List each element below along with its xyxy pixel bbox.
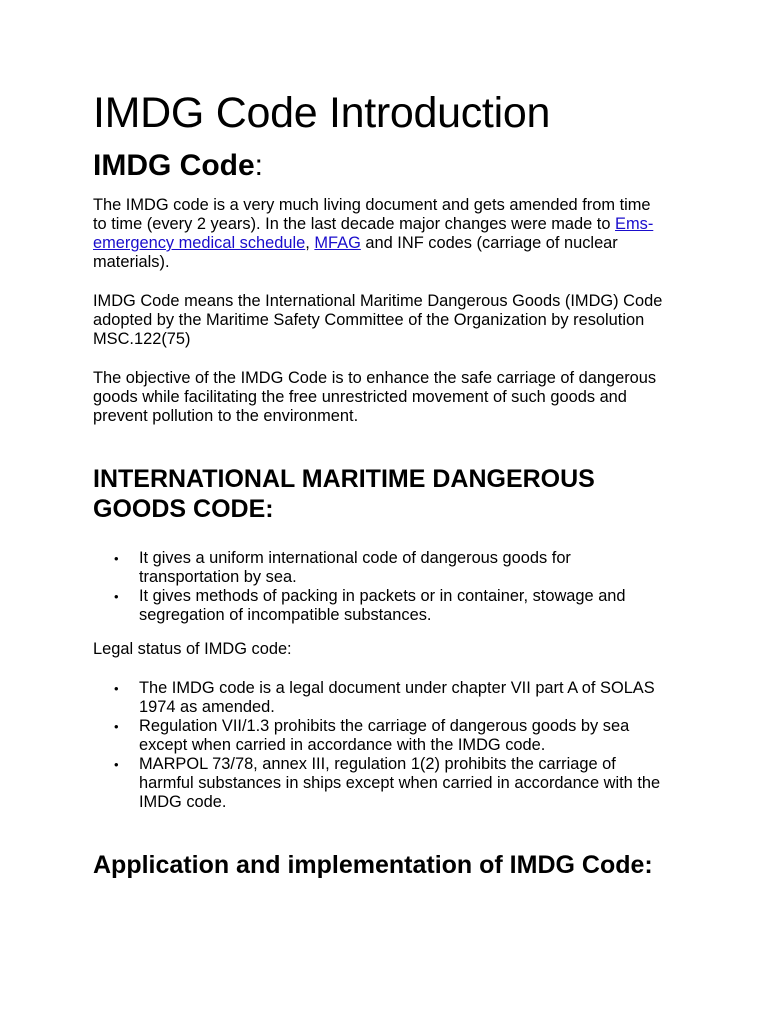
spacer — [93, 524, 668, 549]
list-item-text: Regulation VII/1.3 prohibits the carriage of dangerous goods by sea except when carried in accordance with the IMDG code. — [139, 717, 630, 754]
paragraph-objective: The objective of the IMDG Code is to enhance the safe carriage of dangerous goods while facilitating the free unrestricted movement of such goods and prevent pollution to the environment. — [93, 369, 657, 425]
spacer — [93, 812, 668, 850]
ems-link[interactable]: Ems-emergency medical schedule — [93, 215, 654, 252]
paragraph-text: , — [305, 234, 315, 252]
list-item — [93, 755, 668, 812]
spacer — [93, 349, 668, 369]
list-item-text: It gives a uniform international code of dangerous goods for transportation by sea. — [139, 549, 571, 586]
code-features-list — [93, 549, 668, 625]
paragraph-text: The IMDG code is a very much living document and gets amended from time to time (every 2 years). In the last decade major changes were made to — [93, 196, 651, 233]
bullet-icon: • — [114, 757, 119, 772]
list-item — [93, 549, 668, 587]
legal-status-label: Legal status of IMDG code: — [93, 640, 292, 658]
section-heading-international-code: INTERNATIONAL MARITIME DANGEROUS GOODS CODE: — [93, 465, 595, 523]
list-item — [93, 717, 668, 755]
bullet-icon: • — [114, 589, 119, 604]
legal-status-list — [93, 679, 668, 812]
paragraph-living-document — [93, 196, 668, 272]
bullet-icon: • — [114, 719, 119, 734]
bullet-icon: • — [114, 551, 119, 566]
paragraph-definition: IMDG Code means the International Maritime Dangerous Goods (IMDG) Code adopted by the Maritime Safety Committee of the Organization by resolution MSC.122(75) — [93, 292, 663, 348]
list-item-text: The IMDG code is a legal document under chapter VII part A of SOLAS 1974 as amended. — [139, 679, 655, 716]
spacer — [93, 625, 668, 640]
spacer — [93, 426, 668, 464]
page-title: IMDG Code Introduction — [93, 89, 551, 137]
section-heading-colon: : — [254, 149, 264, 182]
section-heading-imdg-code — [93, 148, 668, 184]
list-item — [93, 679, 668, 717]
list-item — [93, 587, 668, 625]
section-heading-application: Application and implementation of IMDG Code: — [93, 851, 653, 879]
list-item-text: It gives methods of packing in packets or in container, stowage and segregation of incompatible substances. — [139, 587, 626, 624]
bullet-icon: • — [114, 681, 119, 696]
mfag-link[interactable]: MFAG — [314, 234, 361, 252]
paragraph-text: and INF codes (carriage of nuclear materials). — [93, 234, 618, 271]
spacer — [93, 272, 668, 292]
section-heading-text: IMDG Code — [93, 149, 255, 182]
list-item-text: MARPOL 73/78, annex III, regulation 1(2) prohibits the carriage of harmful substances in ships except when carried in accordance with the IMDG code. — [139, 755, 661, 811]
spacer — [93, 659, 668, 679]
